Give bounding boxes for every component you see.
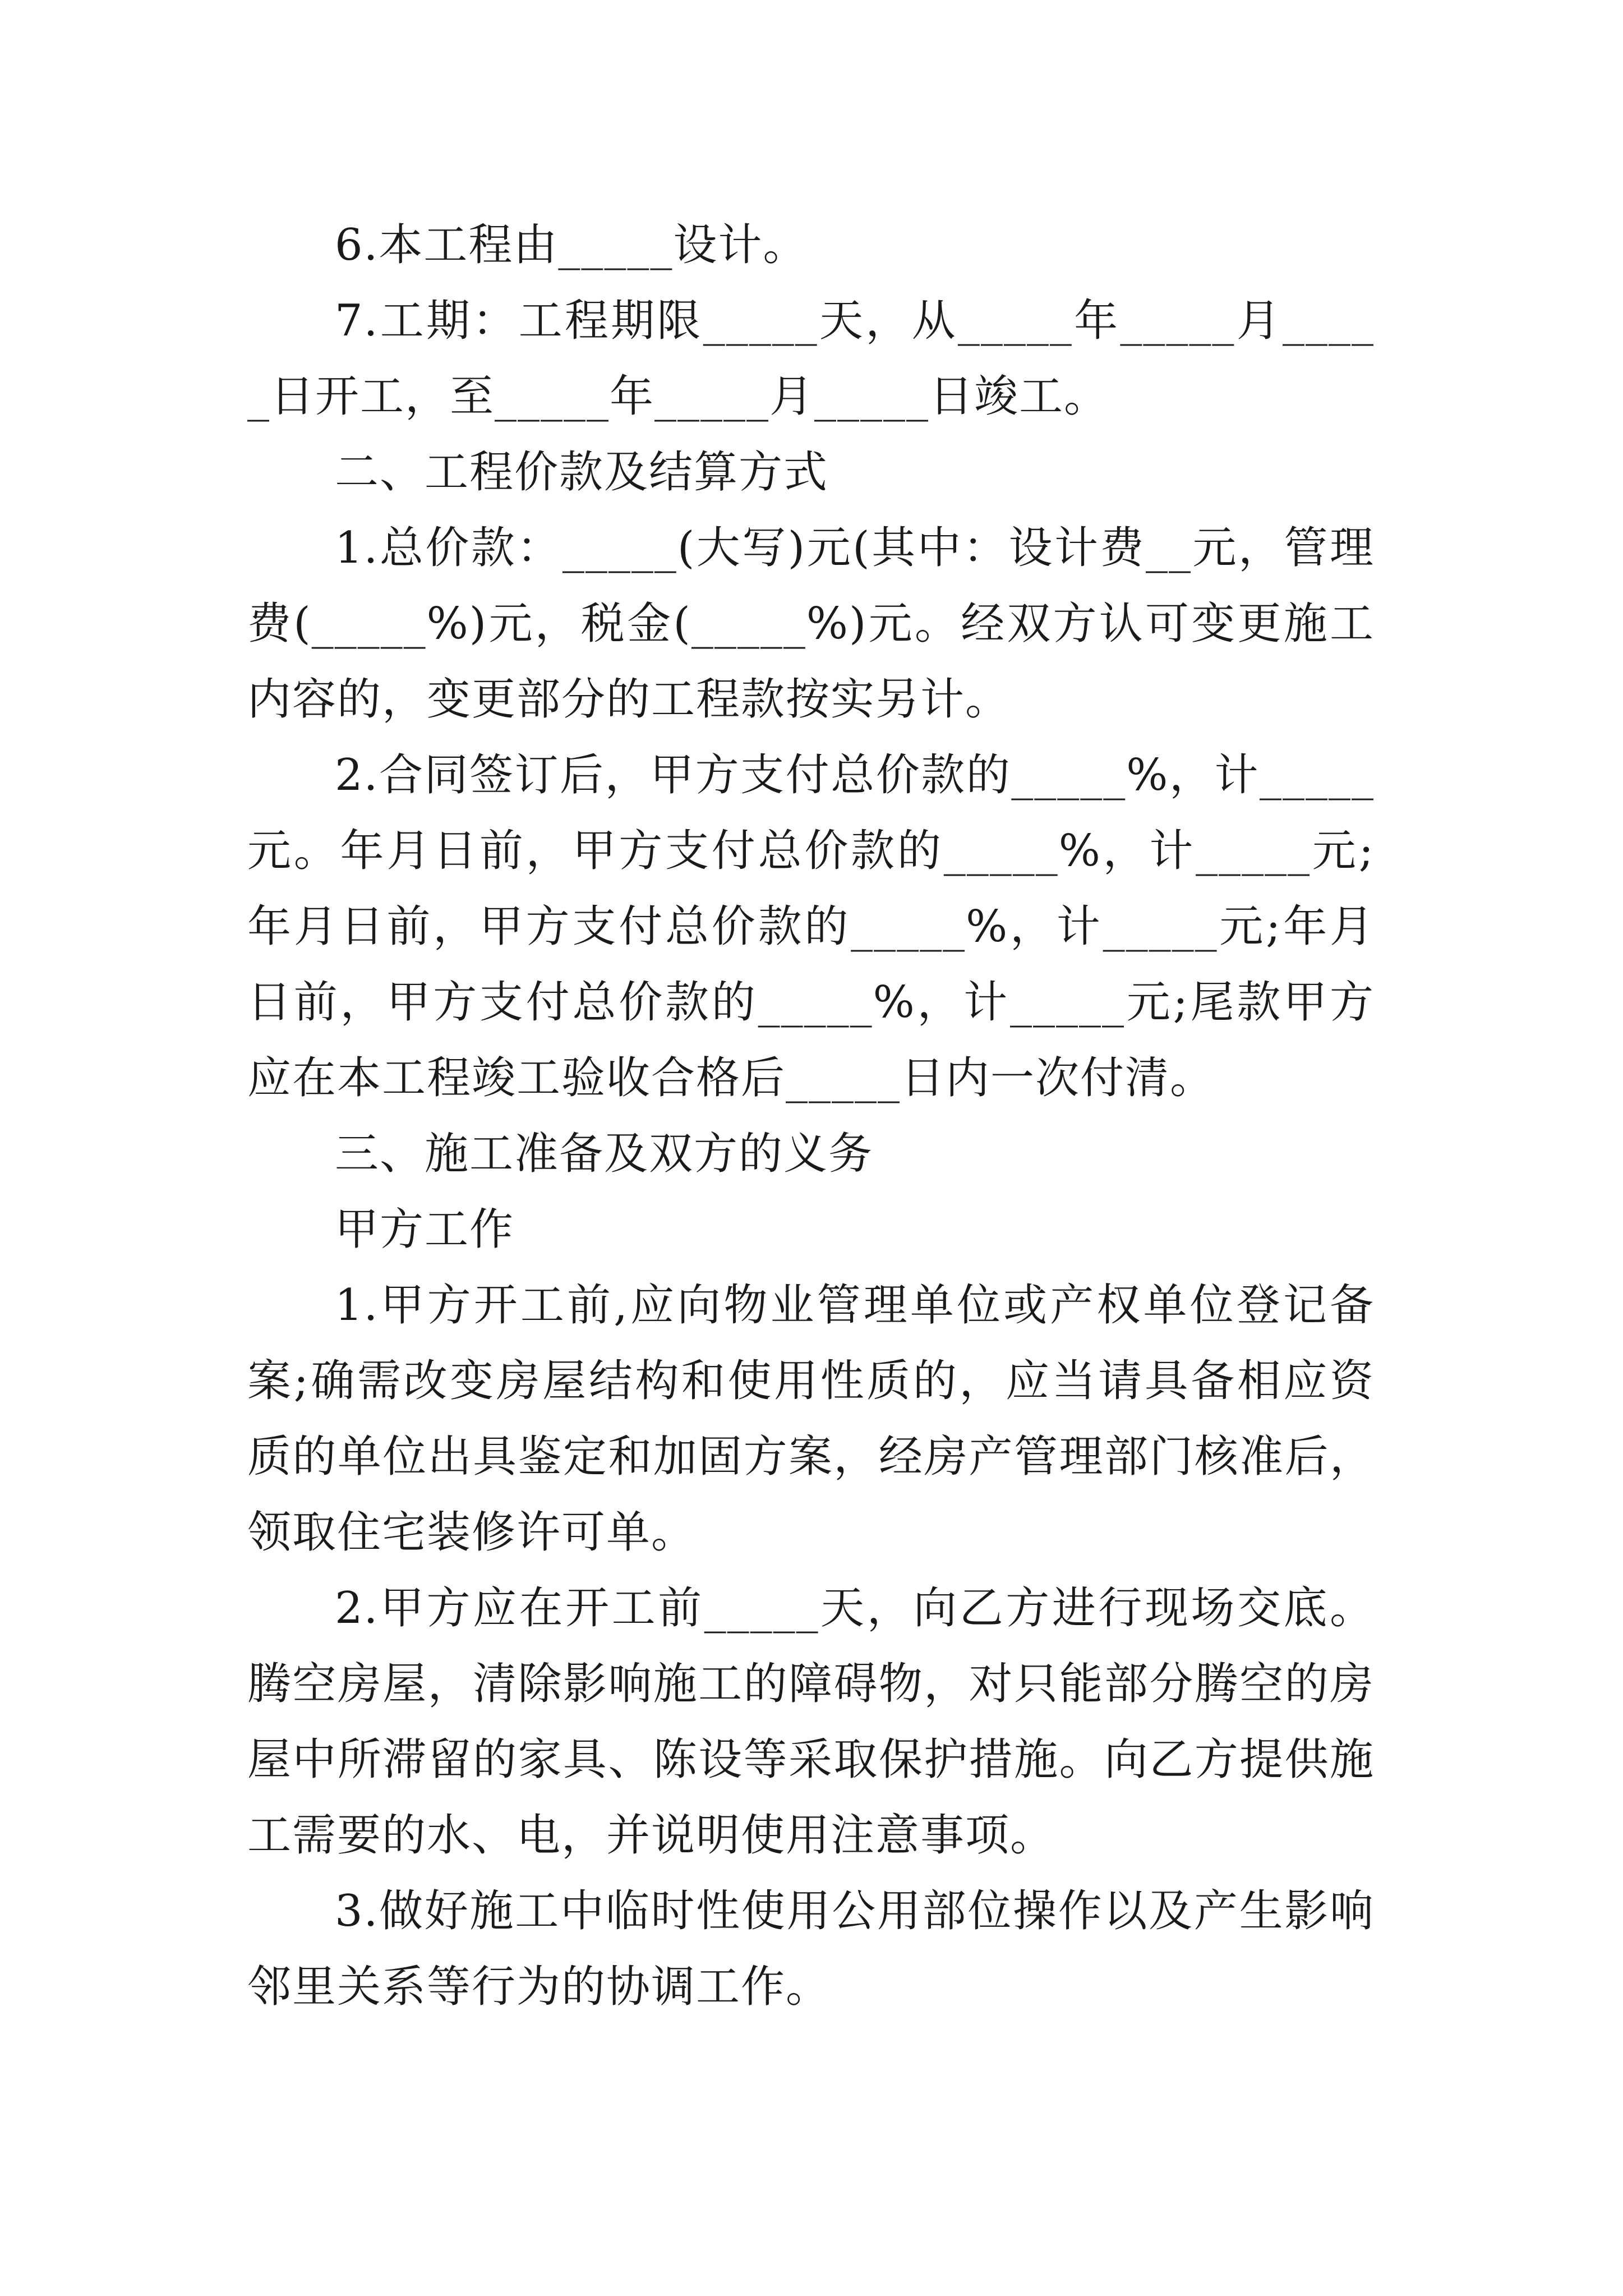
section-heading-price: 二、工程价款及结算方式 [335, 447, 829, 498]
section-heading-obligations: 三、施工准备及双方的义务 [335, 1129, 874, 1179]
clause-registration: 1.甲方开工前,应向物业管理单位或产权单位登记备案;确需改变房屋结构和使用性质的，应当请具备相应资质的单位出具鉴定和加固方案，经房产管理部门核准后，领取住宅装修许可单。 [247, 1280, 1375, 1558]
document-body [247, 208, 1375, 2025]
clause-design: 6.本工程由_____设计。 [335, 220, 808, 270]
clause-total-price: 1.总价款：_____(大写)元(其中：设计费__元，管理费(_____%)元，税金(_____%)元。经双方认可变更施工内容的，变更部分的工程款按实另计。 [247, 523, 1375, 725]
clause-payment-schedule: 2.合同签订后，甲方支付总价款的_____%，计_____元。年月日前，甲方支付总价款的_____%，计_____元;年月日前，甲方支付总价款的_____%，计_____元;年月日前，甲方支付总价款的_____%，计_____元;尾款甲方应在本工程竣工验收合格后_____日内一次付清。 [247, 750, 1375, 1103]
clause-schedule: 7.工期：工程期限_____天，从_____年_____月_____日开工，至_____年_____月_____日竣工。 [247, 296, 1375, 422]
clause-coordination: 3.做好施工中临时性使用公用部位操作以及产生影响邻里关系等行为的协调工作。 [247, 1886, 1375, 2012]
subheading-party-a: 甲方工作 [335, 1204, 515, 1255]
clause-site-handover: 2.甲方应在开工前_____天，向乙方进行现场交底。腾空房屋，清除影响施工的障碍物，对只能部分腾空的房屋中所滞留的家具、陈设等采取保护措施。向乙方提供施工需要的水、电，并说明使用注意事项。 [247, 1583, 1375, 1861]
